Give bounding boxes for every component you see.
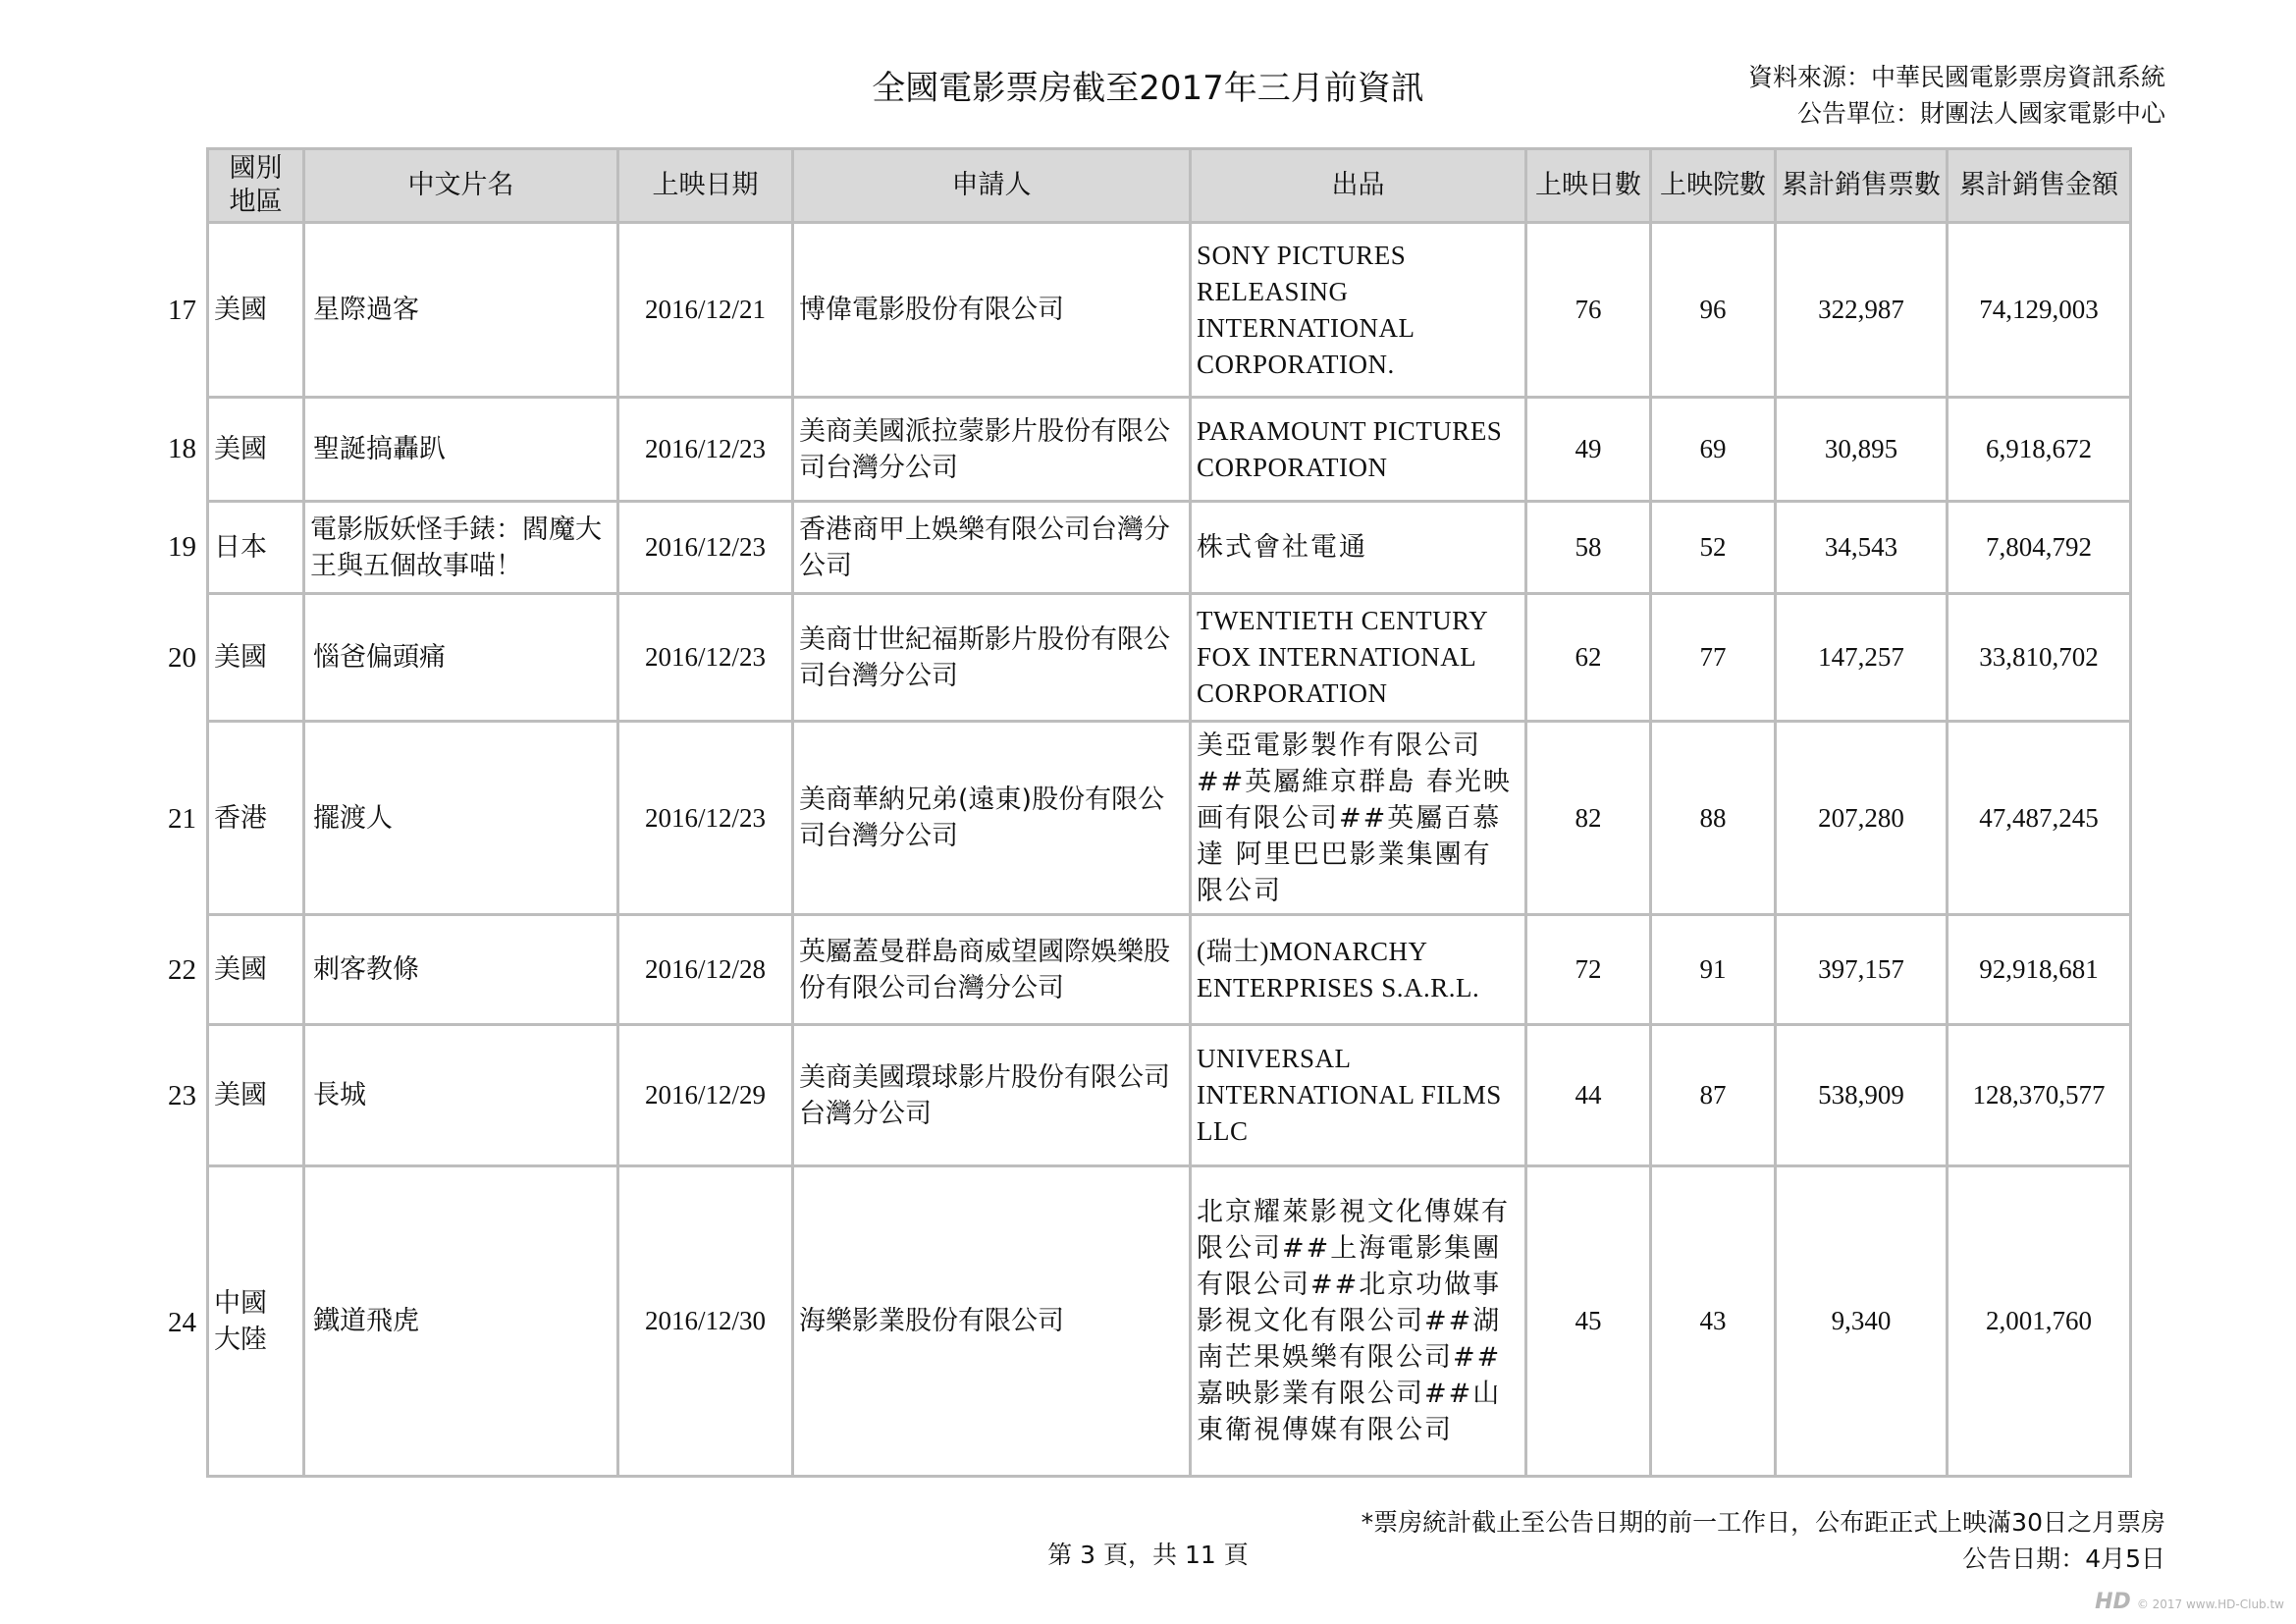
announcement-date: 公告日期：4月5日: [1962, 1544, 2165, 1573]
row-number: 24: [168, 1307, 196, 1338]
cell-title: 鐵道飛虎: [304, 1166, 618, 1477]
cell-days: 49: [1526, 398, 1651, 502]
cell-days: 76: [1526, 223, 1651, 398]
row-number: 17: [168, 295, 196, 326]
cell-days: 72: [1526, 915, 1651, 1025]
cell-producer: TWENTIETH CENTURY FOX INTERNATIONAL CORPORATION: [1191, 594, 1526, 722]
cell-title: 刺客教條: [304, 915, 618, 1025]
cell-producer: UNIVERSAL INTERNATIONAL FILMS LLC: [1191, 1025, 1526, 1166]
cell-tickets: 9,340: [1776, 1166, 1948, 1477]
cell-producer: PARAMOUNT PICTURES CORPORATION: [1191, 398, 1526, 502]
col-producer: 出品: [1191, 149, 1526, 223]
cell-applicant: 香港商甲上娛樂有限公司台灣分公司: [793, 502, 1191, 594]
cell-date: 2016/12/23: [618, 594, 793, 722]
row-number: 19: [168, 531, 196, 563]
col-days: 上映日數: [1526, 149, 1651, 223]
cell-date: 2016/12/23: [618, 722, 793, 915]
cell-title: 聖誕搞轟趴: [304, 398, 618, 502]
watermark-logo: HD: [2095, 1590, 2131, 1614]
cell-theaters: 96: [1651, 223, 1776, 398]
cell-country: 美國: [208, 1025, 304, 1166]
cell-country: 美國: [208, 594, 304, 722]
cell-producer: 北京耀萊影視文化傳媒有限公司##上海電影集團有限公司##北京功做事影視文化有限公司##湖南芒果娛樂有限公司##嘉映影業有限公司##山東衛視傳媒有限公司: [1191, 1166, 1526, 1477]
cell-revenue: 2,001,760: [1948, 1166, 2131, 1477]
row-number: 20: [168, 642, 196, 674]
cell-country: 中國大陸: [208, 1166, 304, 1477]
cell-date: 2016/12/23: [618, 398, 793, 502]
cell-producer: (瑞士)MONARCHY ENTERPRISES S.A.R.L.: [1191, 915, 1526, 1025]
cell-applicant: 美商美國環球影片股份有限公司台灣分公司: [793, 1025, 1191, 1166]
cell-days: 62: [1526, 594, 1651, 722]
cell-revenue: 7,804,792: [1948, 502, 2131, 594]
cell-title: 惱爸偏頭痛: [304, 594, 618, 722]
cell-date: 2016/12/30: [618, 1166, 793, 1477]
cell-applicant: 美商美國派拉蒙影片股份有限公司台灣分公司: [793, 398, 1191, 502]
cell-tickets: 322,987: [1776, 223, 1948, 398]
data-source: 資料來源：中華民國電影票房資訊系統: [1747, 63, 2165, 91]
statistics-note: *票房統計截止至公告日期的前一工作日，公布距正式上映滿30日之月票房: [1361, 1508, 2165, 1537]
cell-applicant: 美商華納兄弟(遠東)股份有限公司台灣分公司: [793, 722, 1191, 915]
cell-country: 香港: [208, 722, 304, 915]
table-row: [208, 398, 2131, 502]
cell-producer: 株式會社電通: [1191, 502, 1526, 594]
cell-tickets: 30,895: [1776, 398, 1948, 502]
col-title: 中文片名: [304, 149, 618, 223]
cell-revenue: 6,918,672: [1948, 398, 2131, 502]
cell-theaters: 43: [1651, 1166, 1776, 1477]
cell-revenue: 74,129,003: [1948, 223, 2131, 398]
cell-days: 82: [1526, 722, 1651, 915]
row-number: 18: [168, 433, 196, 464]
page-number: 第 3 頁，共 11 頁: [1047, 1541, 1249, 1569]
cell-title: 電影版妖怪手錶：閻魔大王與五個故事喵！: [304, 502, 618, 594]
cell-date: 2016/12/21: [618, 223, 793, 398]
cell-country: 美國: [208, 915, 304, 1025]
cell-tickets: 538,909: [1776, 1025, 1948, 1166]
cell-tickets: 147,257: [1776, 594, 1948, 722]
cell-days: 45: [1526, 1166, 1651, 1477]
cell-tickets: 397,157: [1776, 915, 1948, 1025]
table-row: [208, 223, 2131, 398]
table-row: [208, 1166, 2131, 1477]
cell-applicant: 博偉電影股份有限公司: [793, 223, 1191, 398]
cell-tickets: 34,543: [1776, 502, 1948, 594]
table-row: [208, 502, 2131, 594]
table-row: [208, 594, 2131, 722]
col-date: 上映日期: [618, 149, 793, 223]
source-info: [1748, 59, 2165, 132]
cell-applicant: 美商廿世紀福斯影片股份有限公司台灣分公司: [793, 594, 1191, 722]
row-number: 23: [168, 1080, 196, 1111]
col-applicant: 申請人: [793, 149, 1191, 223]
cell-theaters: 88: [1651, 722, 1776, 915]
cell-producer: SONY PICTURES RELEASING INTERNATIONAL CORPORATION.: [1191, 223, 1526, 398]
cell-producer: 美亞電影製作有限公司##英屬維京群島 春光映画有限公司##英屬百慕達 阿里巴巴影業集團有限公司: [1191, 722, 1526, 915]
col-tickets: 累計銷售票數: [1776, 149, 1948, 223]
cell-country: 日本: [208, 502, 304, 594]
cell-date: 2016/12/29: [618, 1025, 793, 1166]
col-country: 國別地區: [208, 149, 304, 223]
row-number: 22: [168, 954, 196, 986]
cell-theaters: 91: [1651, 915, 1776, 1025]
cell-date: 2016/12/23: [618, 502, 793, 594]
col-revenue: 累計銷售金額: [1948, 149, 2131, 223]
table-row: [208, 722, 2131, 915]
cell-title: 星際過客: [304, 223, 618, 398]
cell-country: 美國: [208, 398, 304, 502]
col-theaters: 上映院數: [1651, 149, 1776, 223]
cell-days: 44: [1526, 1025, 1651, 1166]
watermark-text: © 2017 www.HD-Club.tw: [2136, 1597, 2284, 1611]
cell-title: 擺渡人: [304, 722, 618, 915]
box-office-table: [206, 147, 2132, 1478]
cell-revenue: 92,918,681: [1948, 915, 2131, 1025]
cell-applicant: 英屬蓋曼群島商威望國際娛樂股份有限公司台灣分公司: [793, 915, 1191, 1025]
publisher: 公告單位：財團法人國家電影中心: [1796, 99, 2165, 128]
page-title: 全國電影票房截至2017年三月前資訊: [872, 69, 1424, 108]
table-row: [208, 1025, 2131, 1166]
cell-days: 58: [1526, 502, 1651, 594]
cell-theaters: 52: [1651, 502, 1776, 594]
table-row: [208, 915, 2131, 1025]
cell-country: 美國: [208, 223, 304, 398]
cell-title: 長城: [304, 1025, 618, 1166]
cell-theaters: 69: [1651, 398, 1776, 502]
row-number: 21: [168, 803, 196, 835]
cell-theaters: 77: [1651, 594, 1776, 722]
table-header: [208, 149, 2131, 223]
cell-theaters: 87: [1651, 1025, 1776, 1166]
watermark: [2095, 1590, 2284, 1614]
cell-revenue: 47,487,245: [1948, 722, 2131, 915]
cell-date: 2016/12/28: [618, 915, 793, 1025]
cell-revenue: 128,370,577: [1948, 1025, 2131, 1166]
cell-tickets: 207,280: [1776, 722, 1948, 915]
cell-applicant: 海樂影業股份有限公司: [793, 1166, 1191, 1477]
cell-revenue: 33,810,702: [1948, 594, 2131, 722]
